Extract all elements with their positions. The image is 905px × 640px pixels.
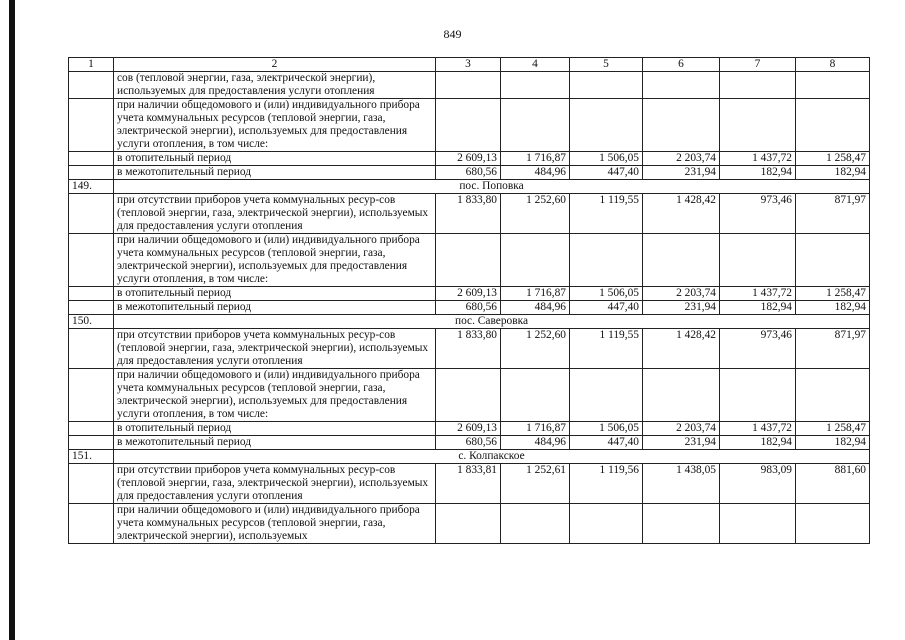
- tariff-value: 447,40: [570, 301, 643, 315]
- tariff-value: 182,94: [720, 301, 796, 315]
- section-number: 149.: [69, 180, 114, 194]
- row-number-cell: [69, 464, 114, 504]
- row-number-cell: [69, 166, 114, 180]
- tariff-value: 1 437,72: [720, 422, 796, 436]
- row-number-cell: [69, 287, 114, 301]
- tariff-value: [643, 234, 720, 287]
- col-header: 6: [643, 58, 720, 72]
- section-row: [69, 450, 870, 464]
- tariff-value: 484,96: [501, 166, 570, 180]
- tariff-value: 973,46: [720, 194, 796, 234]
- tariff-value: [796, 72, 870, 99]
- row-number-cell: [69, 301, 114, 315]
- settlement-name: пос. Поповка: [114, 180, 870, 194]
- row-number-cell: [69, 194, 114, 234]
- tariff-value: 1 833,80: [436, 194, 501, 234]
- tariff-value: [796, 234, 870, 287]
- section-number: 151.: [69, 450, 114, 464]
- row-number-cell: [69, 99, 114, 152]
- row-description: при наличии общедомового и (или) индивидуального прибора учета коммунальных ресурсов (тепловой энергии, газа, электрической энергии), используемых для предоставления услуги отопления, в том числе:: [114, 369, 436, 422]
- tariff-value: [436, 504, 501, 544]
- column-number-row: [69, 58, 870, 72]
- tariff-value: 1 258,47: [796, 152, 870, 166]
- table-row: [69, 436, 870, 450]
- row-number-cell: [69, 72, 114, 99]
- col-header: 2: [114, 58, 436, 72]
- tariff-value: [720, 504, 796, 544]
- tariff-value: 231,94: [643, 166, 720, 180]
- tariff-value: 983,09: [720, 464, 796, 504]
- scan-edge-bar: [9, 0, 15, 640]
- tariff-value: 1 119,56: [570, 464, 643, 504]
- tariff-value: 1 833,81: [436, 464, 501, 504]
- tariff-value: [796, 369, 870, 422]
- tariff-value: 871,97: [796, 329, 870, 369]
- tariff-value: [570, 369, 643, 422]
- tariff-value: [570, 504, 643, 544]
- tariff-value: 1 252,61: [501, 464, 570, 504]
- tariff-value: 2 203,74: [643, 422, 720, 436]
- row-number-cell: [69, 234, 114, 287]
- col-header: 5: [570, 58, 643, 72]
- tariff-value: [501, 504, 570, 544]
- tariff-value: [643, 72, 720, 99]
- settlement-name: с. Колпакское: [114, 450, 870, 464]
- tariff-value: 231,94: [643, 436, 720, 450]
- row-description: при отсутствии приборов учета коммунальных ресур-сов (тепловой энергии, газа, электрической энергии), используемых для предоставления услуги отопления: [114, 194, 436, 234]
- row-number-cell: [69, 152, 114, 166]
- tariff-value: 2 203,74: [643, 152, 720, 166]
- row-description: в межотопительный период: [114, 436, 436, 450]
- tariff-value: 1 252,60: [501, 194, 570, 234]
- tariff-value: 1 252,60: [501, 329, 570, 369]
- tariff-value: 1 438,05: [643, 464, 720, 504]
- table-row: [69, 166, 870, 180]
- tariff-value: 2 609,13: [436, 152, 501, 166]
- tariff-value: 182,94: [720, 166, 796, 180]
- tariff-value: 2 609,13: [436, 287, 501, 301]
- section-row: [69, 315, 870, 329]
- tariff-value: [720, 369, 796, 422]
- tariff-value: [501, 369, 570, 422]
- row-number-cell: [69, 504, 114, 544]
- row-description: в отопительный период: [114, 152, 436, 166]
- page-number: 849: [443, 27, 462, 41]
- table-row: [69, 301, 870, 315]
- table-row: [69, 369, 870, 422]
- row-description: при наличии общедомового и (или) индивидуального прибора учета коммунальных ресурсов (тепловой энергии, газа, электрической энергии), используемых для предоставления услуги отопления, в том числе:: [114, 99, 436, 152]
- tariff-value: [796, 99, 870, 152]
- table-row: [69, 504, 870, 544]
- row-number-cell: [69, 422, 114, 436]
- tariff-value: 231,94: [643, 301, 720, 315]
- row-description: при отсутствии приборов учета коммунальных ресур-сов (тепловой энергии, газа, электрической энергии), используемых для предоставления услуги отопления: [114, 329, 436, 369]
- tariff-value: [720, 72, 796, 99]
- tariff-value: [501, 234, 570, 287]
- table-row: [69, 152, 870, 166]
- row-description: в отопительный период: [114, 422, 436, 436]
- tariff-value: 2 203,74: [643, 287, 720, 301]
- table-row: [69, 464, 870, 504]
- tariff-value: 680,56: [436, 436, 501, 450]
- tariff-value: [436, 369, 501, 422]
- row-description: при отсутствии приборов учета коммунальных ресур-сов (тепловой энергии, газа, электрической энергии), используемых для предоставления услуги отопления: [114, 464, 436, 504]
- tariff-table: [68, 57, 870, 544]
- row-description: сов (тепловой энергии, газа, электрической энергии), используемых для предоставления услуги отопления: [114, 72, 436, 99]
- tariff-value: [501, 72, 570, 99]
- tariff-value: [643, 504, 720, 544]
- tariff-value: 182,94: [796, 301, 870, 315]
- tariff-value: [570, 234, 643, 287]
- table-row: [69, 194, 870, 234]
- row-description: при наличии общедомового и (или) индивидуального прибора учета коммунальных ресурсов (тепловой энергии, газа, электрической энергии), используемых: [114, 504, 436, 544]
- table-row: [69, 422, 870, 436]
- tariff-value: [436, 72, 501, 99]
- tariff-value: 182,94: [796, 436, 870, 450]
- tariff-value: 973,46: [720, 329, 796, 369]
- tariff-value: 1 506,05: [570, 152, 643, 166]
- tariff-value: [720, 234, 796, 287]
- tariff-value: 1 119,55: [570, 194, 643, 234]
- row-number-cell: [69, 369, 114, 422]
- tariff-value: 680,56: [436, 166, 501, 180]
- tariff-value: 1 119,55: [570, 329, 643, 369]
- tariff-value: 182,94: [720, 436, 796, 450]
- tariff-value: 182,94: [796, 166, 870, 180]
- tariff-value: 447,40: [570, 166, 643, 180]
- tariff-value: 1 437,72: [720, 152, 796, 166]
- tariff-value: 2 609,13: [436, 422, 501, 436]
- col-header: 1: [69, 58, 114, 72]
- tariff-value: 881,60: [796, 464, 870, 504]
- tariff-value: 1 258,47: [796, 287, 870, 301]
- table-row: [69, 287, 870, 301]
- tariff-value: [643, 99, 720, 152]
- tariff-value: 1 716,87: [501, 422, 570, 436]
- col-header: 3: [436, 58, 501, 72]
- section-row: [69, 180, 870, 194]
- table-row: [69, 99, 870, 152]
- col-header: 4: [501, 58, 570, 72]
- tariff-value: 484,96: [501, 301, 570, 315]
- table-row: [69, 234, 870, 287]
- section-number: 150.: [69, 315, 114, 329]
- tariff-value: 1 258,47: [796, 422, 870, 436]
- row-description: в межотопительный период: [114, 166, 436, 180]
- table-row: [69, 329, 870, 369]
- tariff-value: [720, 99, 796, 152]
- tariff-value: [643, 369, 720, 422]
- tariff-value: [501, 99, 570, 152]
- tariff-value: 484,96: [501, 436, 570, 450]
- row-description: при наличии общедомового и (или) индивидуального прибора учета коммунальных ресурсов (тепловой энергии, газа, электрической энергии), используемых для предоставления услуги отопления, в том числе:: [114, 234, 436, 287]
- tariff-value: [796, 504, 870, 544]
- col-header: 7: [720, 58, 796, 72]
- tariff-value: 1 833,80: [436, 329, 501, 369]
- tariff-value: 447,40: [570, 436, 643, 450]
- tariff-value: 871,97: [796, 194, 870, 234]
- table-row: [69, 72, 870, 99]
- tariff-value: 1 506,05: [570, 287, 643, 301]
- tariff-value: 1 437,72: [720, 287, 796, 301]
- tariff-value: 680,56: [436, 301, 501, 315]
- settlement-name: пос. Саверовка: [114, 315, 870, 329]
- row-description: в отопительный период: [114, 287, 436, 301]
- tariff-value: [570, 72, 643, 99]
- tariff-value: 1 716,87: [501, 152, 570, 166]
- row-description: в межотопительный период: [114, 301, 436, 315]
- tariff-value: [570, 99, 643, 152]
- row-number-cell: [69, 329, 114, 369]
- tariff-value: 1 716,87: [501, 287, 570, 301]
- tariff-value: 1 428,42: [643, 329, 720, 369]
- col-header: 8: [796, 58, 870, 72]
- row-number-cell: [69, 436, 114, 450]
- tariff-value: [436, 99, 501, 152]
- tariff-value: [436, 234, 501, 287]
- tariff-value: 1 506,05: [570, 422, 643, 436]
- tariff-value: 1 428,42: [643, 194, 720, 234]
